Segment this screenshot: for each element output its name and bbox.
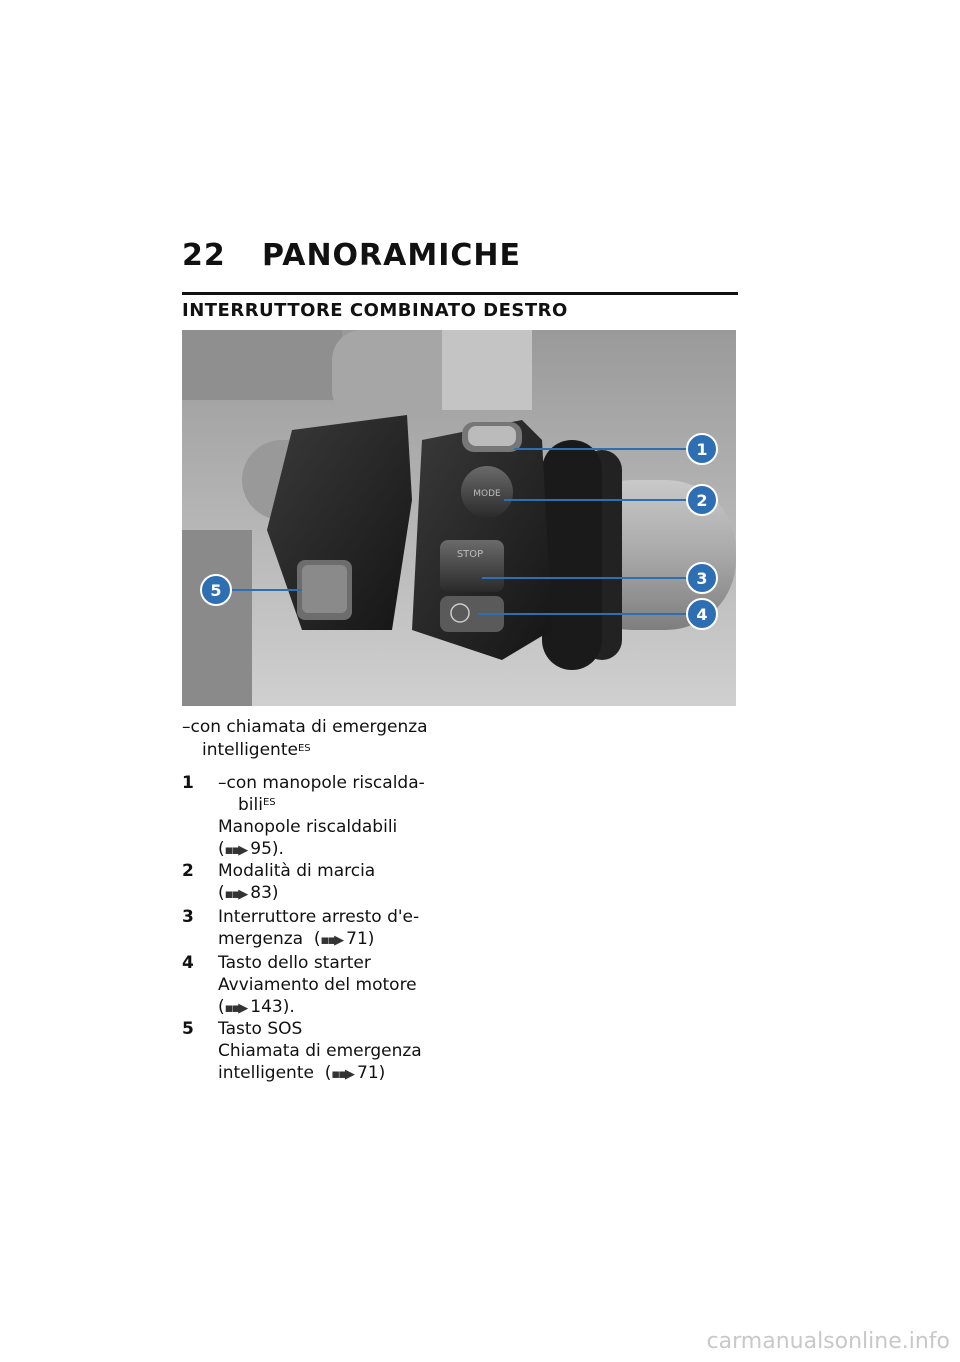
item-number: 4: [182, 953, 194, 973]
page-reference-arrow-icon: ▪▪▶: [224, 843, 247, 858]
chapter-title: PANORAMICHE: [262, 238, 522, 273]
item-label-line-2: Chiamata di emergenza: [218, 1041, 422, 1061]
equipment-condition: [182, 716, 442, 762]
page-reference[interactable]: 143).: [250, 997, 295, 1017]
header-rule: [182, 292, 738, 295]
handlebar-switch-photo: [182, 330, 736, 706]
condition-line-2: intelligente: [202, 740, 298, 760]
item-number: 3: [182, 907, 194, 927]
item-label-line-1: Tasto SOS: [218, 1019, 303, 1039]
page-header: [182, 238, 738, 280]
page-reference[interactable]: 71): [346, 929, 375, 949]
callout-number-1: 1: [696, 440, 708, 459]
item-number: 2: [182, 861, 194, 881]
item-number: 5: [182, 1019, 194, 1039]
page-reference-arrow-icon: ▪▪▶: [224, 887, 247, 902]
page-reference[interactable]: 83): [250, 883, 279, 903]
item-label-line-1: Interruttore arresto d'e-: [218, 907, 420, 927]
stop-switch-label: STOP: [456, 549, 484, 560]
page-number: 22: [182, 238, 226, 273]
page-reference-arrow-icon: ▪▪▶: [320, 933, 343, 948]
item-condition-superscript: ES: [262, 797, 276, 808]
item-label-line-1: Tasto dello starter: [218, 953, 371, 973]
page-reference-arrow-icon: ▪▪▶: [224, 1001, 247, 1016]
item-label-line-3: intelligente: [218, 1063, 314, 1083]
item-condition-line-2: bili: [238, 795, 263, 815]
page-reference[interactable]: 95).: [250, 839, 284, 859]
page-reference[interactable]: 71): [357, 1063, 386, 1083]
condition-superscript: ES: [297, 743, 311, 754]
mode-button-label: MODE: [473, 489, 501, 499]
item-condition-line-1: –con manopole riscalda-: [218, 773, 425, 793]
item-label-line-2: mergenza: [218, 929, 304, 949]
page-reference-arrow-icon: ▪▪▶: [331, 1067, 354, 1082]
condition-line-1: –con chiamata di emergenza: [182, 717, 428, 737]
watermark: carmanualsonline.info: [706, 1329, 950, 1354]
section-title: INTERRUTTORE COMBINATO DESTRO: [182, 300, 568, 321]
item-label: Modalità di marcia: [218, 861, 376, 881]
callout-number-4: 4: [696, 605, 708, 624]
item-number: 1: [182, 773, 194, 793]
callout-number-2: 2: [696, 491, 708, 510]
item-label: Manopole riscaldabili: [218, 817, 398, 837]
callout-number-5: 5: [210, 581, 222, 600]
callout-number-3: 3: [696, 569, 708, 588]
item-label-line-2: Avviamento del motore: [218, 975, 417, 995]
